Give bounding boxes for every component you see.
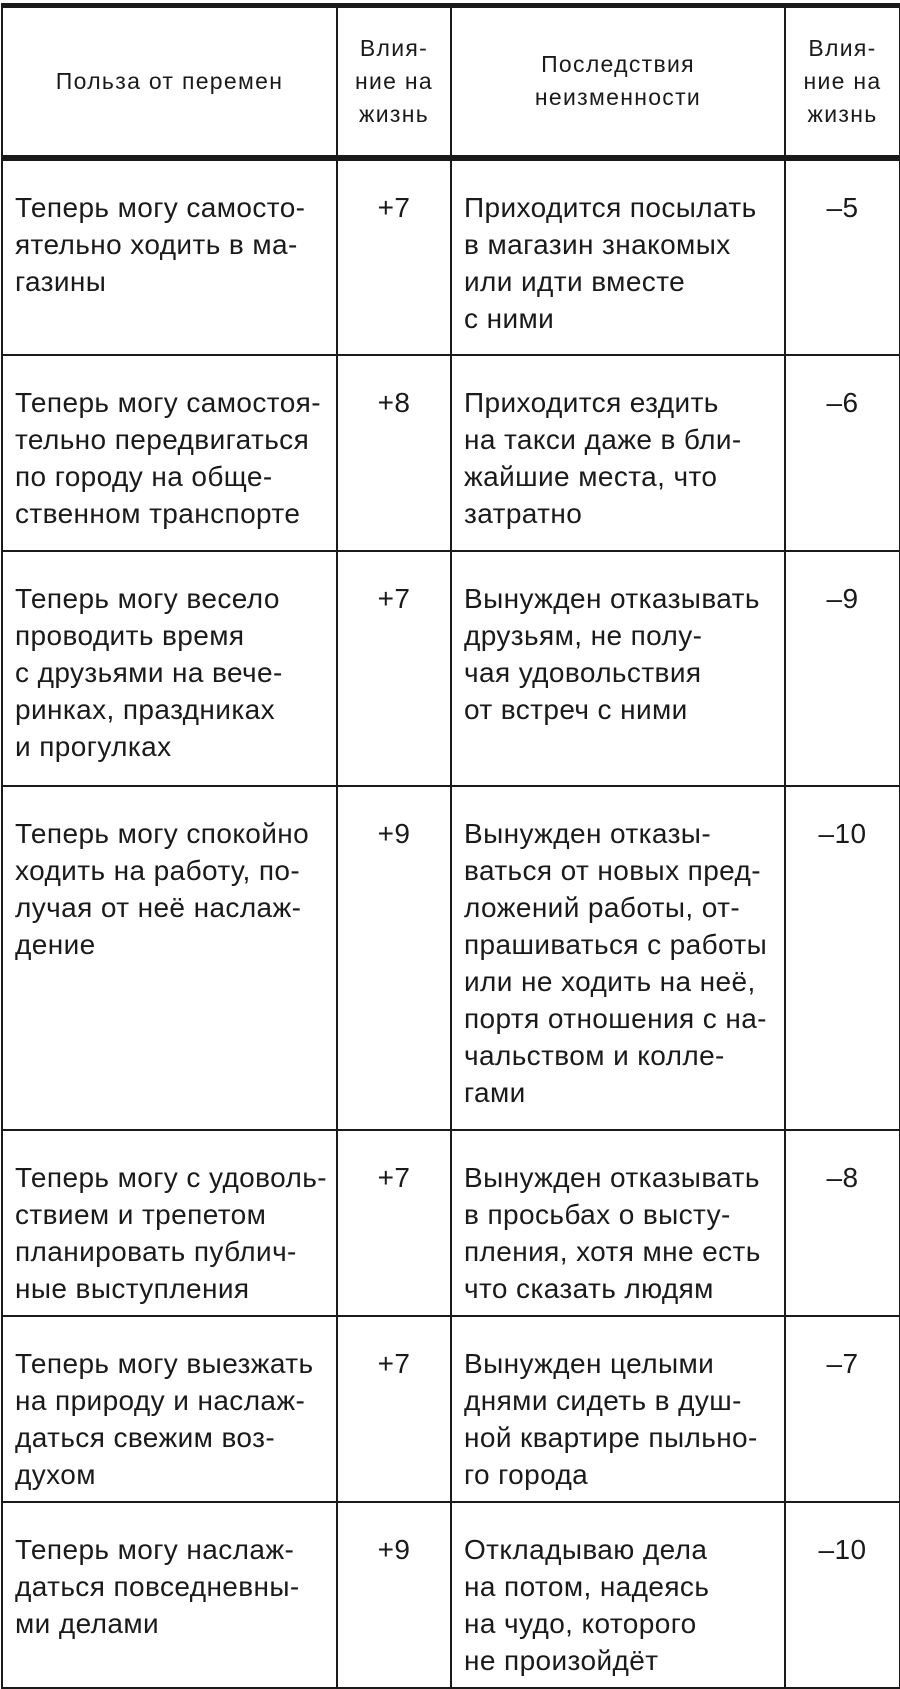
impact-minus-cell: –8	[785, 1130, 900, 1316]
benefit-cell: Теперь могу наслаж- даться повседневны- ми делами	[2, 1502, 337, 1688]
consequence-cell: Приходится посылать в магазин знакомых или идти вместе с ними	[451, 158, 785, 355]
table-row	[2, 1130, 900, 1316]
impact-plus-cell: +7	[337, 158, 451, 355]
change-benefits-table	[1, 3, 900, 1689]
impact-plus-cell: +7	[337, 1130, 451, 1316]
header-impact-plus: Влия- ние на жизнь	[337, 6, 451, 158]
consequence-cell: Откладываю дела на потом, надеясь на чудо, которого не произойдёт	[451, 1502, 785, 1688]
consequence-cell: Вынужден отказы- ваться от новых пред- ложений работы, от- прашиваться с работы или не ходить на неё, портя отношения с на- чальством и колле- гами	[451, 786, 785, 1130]
table-header	[2, 6, 900, 158]
benefit-cell: Теперь могу самостоя- тельно передвигаться по городу на обще- ственном транспорте	[2, 355, 337, 551]
table-row	[2, 1316, 900, 1502]
impact-minus-cell: –9	[785, 551, 900, 786]
benefit-cell: Теперь могу весело проводить время с друзьями на вече- ринках, праздниках и прогулках	[2, 551, 337, 786]
impact-minus-cell: –10	[785, 1502, 900, 1688]
header-consequence: Последствия неизменности	[451, 6, 785, 158]
impact-plus-cell: +7	[337, 1316, 451, 1502]
benefit-cell: Теперь могу спокойно ходить на работу, по- лучая от неё наслаж- дение	[2, 786, 337, 1130]
impact-minus-cell: –7	[785, 1316, 900, 1502]
consequence-cell: Вынужден отказывать друзьям, не полу- чая удовольствия от встреч с ними	[451, 551, 785, 786]
benefit-cell: Теперь могу выезжать на природу и наслаж- даться свежим воз- духом	[2, 1316, 337, 1502]
table-row	[2, 355, 900, 551]
benefit-cell: Теперь могу с удоволь- ствием и трепетом планировать публич- ные выступления	[2, 1130, 337, 1316]
impact-plus-cell: +9	[337, 1502, 451, 1688]
impact-plus-cell: +7	[337, 551, 451, 786]
impact-minus-cell: –6	[785, 355, 900, 551]
table-row	[2, 1502, 900, 1688]
impact-minus-cell: –5	[785, 158, 900, 355]
table-row	[2, 551, 900, 786]
benefit-cell: Теперь могу самосто- ятельно ходить в ма- газины	[2, 158, 337, 355]
impact-plus-cell: +8	[337, 355, 451, 551]
header-impact-minus: Влия- ние на жизнь	[785, 6, 900, 158]
table-body	[2, 158, 900, 1688]
header-benefit: Польза от перемен	[2, 6, 337, 158]
impact-plus-cell: +9	[337, 786, 451, 1130]
consequence-cell: Приходится ездить на такси даже в бли- жайшие места, что затратно	[451, 355, 785, 551]
consequence-cell: Вынужден целыми днями сидеть в душ- ной квартире пыльно- го города	[451, 1316, 785, 1502]
table-row	[2, 158, 900, 355]
header-row	[2, 6, 900, 158]
impact-minus-cell: –10	[785, 786, 900, 1130]
table-row	[2, 786, 900, 1130]
consequence-cell: Вынужден отказывать в просьбах о высту- пления, хотя мне есть что сказать людям	[451, 1130, 785, 1316]
